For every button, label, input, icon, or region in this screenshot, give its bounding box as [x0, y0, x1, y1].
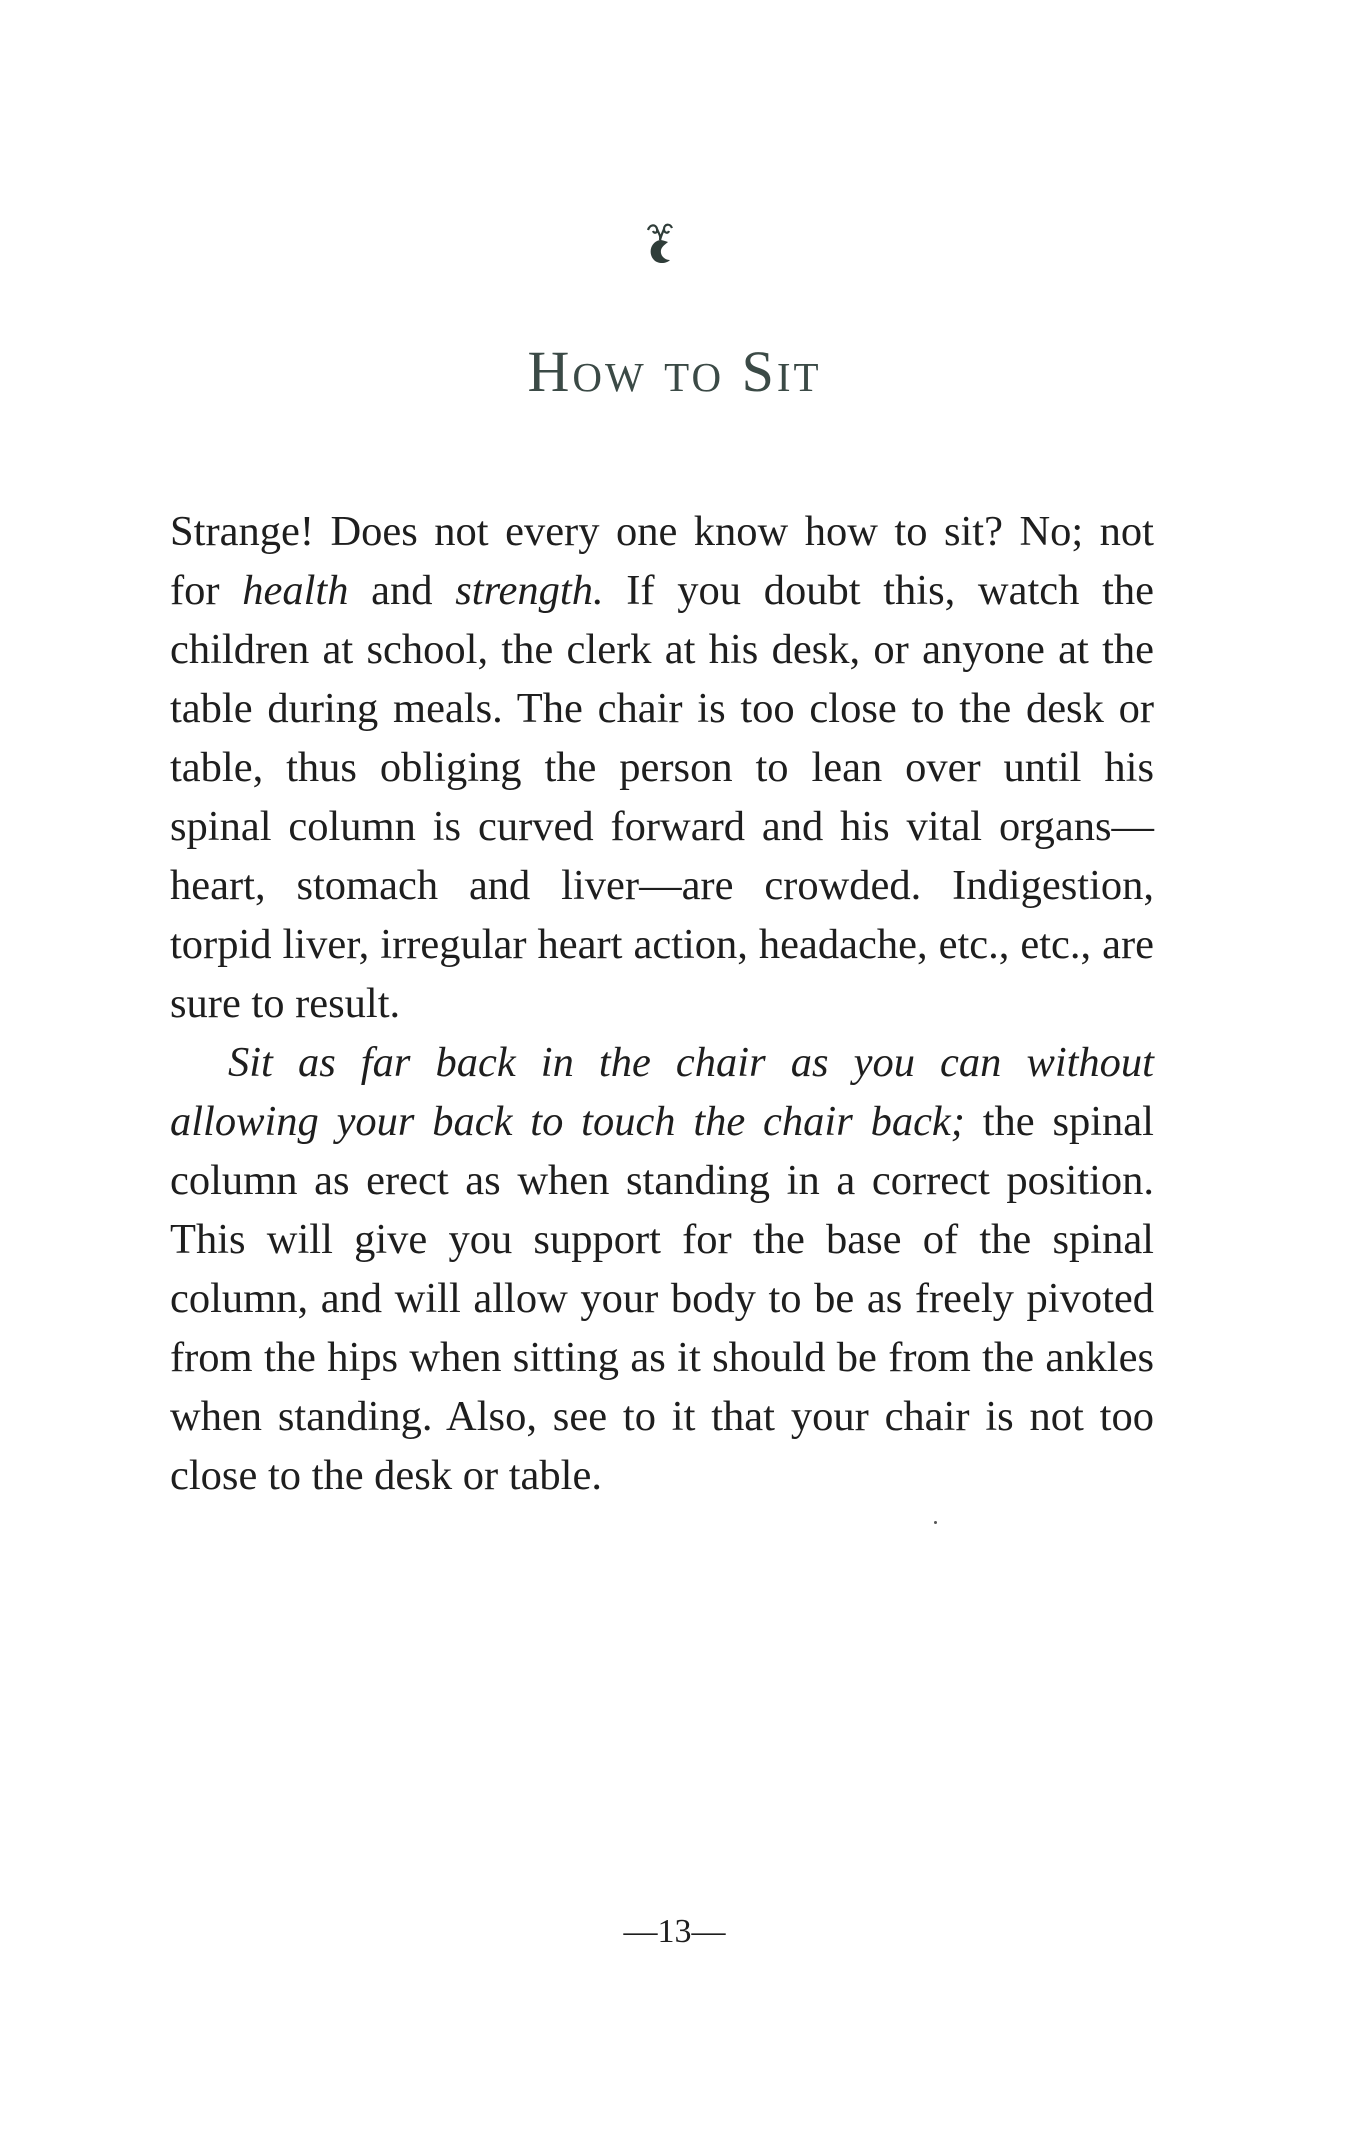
- paragraph-2-emphasis: Sit as far back in the chair as you can without allowing your back to touch the chair back;: [170, 1039, 1154, 1145]
- page-number: —13—: [623, 1913, 726, 1950]
- vine-leaf-ornament-icon: [640, 222, 680, 268]
- chapter-title: How to Sit: [527, 338, 822, 404]
- print-speck: [934, 1521, 937, 1524]
- paragraph-2: [170, 1033, 1154, 1505]
- paragraph-1-text-c: If you doubt this, watch the children at school, the clerk at his desk, or anyone at the table during meals. The chair is too close to the desk or table, thus obliging the person to lean over until his spinal column is curved forward and his vital organs—heart, stomach and liver—are crowded. Indigestion, torpid liver, irregular heart action, headache, etc., etc., are sure to result.: [170, 567, 1155, 1027]
- paragraph-1-text-b: and: [348, 567, 456, 614]
- paragraph-1-emphasis-strength: strength.: [455, 567, 604, 614]
- paragraph-1: [170, 502, 1154, 1033]
- paragraph-2-text: the spinal column as erect as when standing in a correct position. This will give you support for the base of the spinal column, and will allow your body to be as freely pivoted from the hips when sitting as it should be from the ankles when standing. Also, see to it that your chair is not too close to the desk or table.: [170, 1098, 1154, 1499]
- paragraph-1-text-a: Strange! Does not every one know how to sit? No; not for: [170, 508, 1154, 614]
- paragraph-1-emphasis-health: health: [242, 567, 349, 614]
- chapter-body: [170, 502, 1154, 1505]
